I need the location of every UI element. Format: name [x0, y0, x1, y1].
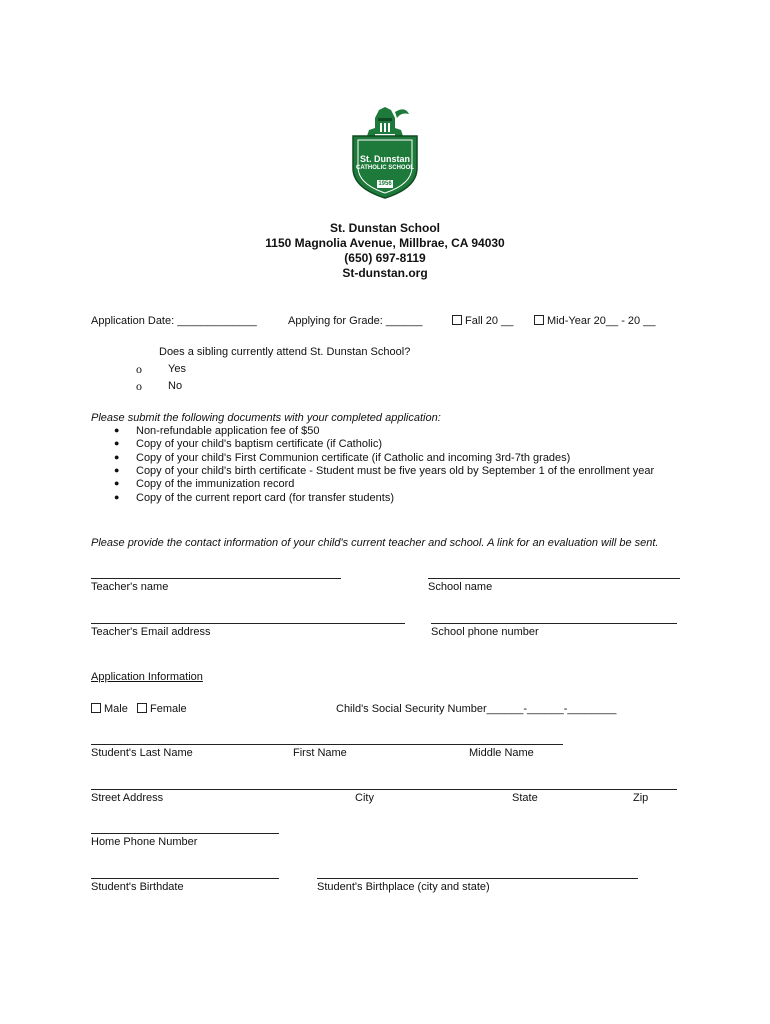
- midyear-checkbox[interactable]: [534, 315, 544, 325]
- document-item: Copy of your child's baptism certificate (if Catholic): [136, 438, 383, 450]
- document-item: Copy of your child's birth certificate - Student must be five years old by September 1 of the enrollment year: [136, 465, 655, 477]
- home-phone-line[interactable]: [91, 833, 279, 834]
- school-phone-label: School phone number: [431, 626, 539, 638]
- bullet-icon: ●: [114, 478, 120, 488]
- school-phone: (650) 697-8119: [344, 251, 426, 265]
- document-item: Copy of the immunization record: [136, 478, 295, 490]
- bullet-icon: ●: [114, 465, 120, 475]
- street-label: Street Address: [91, 792, 164, 804]
- school-logo: [349, 104, 421, 200]
- birthdate-label: Student's Birthdate: [91, 881, 184, 893]
- birthdate-line[interactable]: [91, 878, 279, 879]
- bullet-icon: ●: [114, 492, 120, 502]
- address-line[interactable]: [91, 789, 677, 790]
- female-label: Female: [150, 703, 187, 715]
- document-item: Copy of your child's First Communion certificate (if Catholic and incoming 3rd-7th grades): [136, 452, 571, 464]
- school-name-label: School name: [428, 581, 493, 593]
- teacher-email-label: Teacher's Email address: [91, 626, 211, 638]
- contact-note: Please provide the contact information of your child's current teacher and school. A link for an evaluation will be sent.: [91, 537, 659, 549]
- logo-year: 1956: [378, 181, 392, 187]
- bullet-icon: ●: [114, 425, 120, 435]
- school-phone-line[interactable]: [431, 623, 677, 624]
- female-option[interactable]: [137, 703, 187, 715]
- birthplace-label: Student's Birthplace (city and state): [317, 881, 490, 893]
- application-info-heading: Application Information: [91, 671, 203, 683]
- document-item: Non-refundable application fee of $50: [136, 425, 320, 437]
- female-checkbox[interactable]: [137, 703, 147, 713]
- school-address: 1150 Magnolia Avenue, Millbrae, CA 94030: [265, 236, 505, 250]
- male-checkbox[interactable]: [91, 703, 101, 713]
- last-name-label: Student's Last Name: [91, 747, 193, 759]
- midyear-label: Mid-Year 20__ - 20 __: [547, 315, 656, 327]
- home-phone-label: Home Phone Number: [91, 836, 198, 848]
- sibling-yes-marker[interactable]: o: [136, 362, 142, 376]
- school-name: St. Dunstan School: [329, 221, 440, 235]
- teacher-name-label: Teacher's name: [91, 581, 169, 593]
- document-item: Copy of the current report card (for transfer students): [136, 492, 395, 504]
- fall-label: Fall 20 __: [465, 315, 514, 327]
- fall-checkbox[interactable]: [452, 315, 462, 325]
- school-name-line[interactable]: [428, 578, 680, 579]
- logo-line2: CATHOLIC SCHOOL: [356, 165, 414, 171]
- state-label: State: [512, 792, 538, 804]
- application-date-field[interactable]: Application Date: _____________: [91, 315, 257, 327]
- zip-label: Zip: [633, 792, 649, 804]
- fall-option[interactable]: [452, 315, 513, 327]
- male-label: Male: [104, 703, 128, 715]
- sibling-no-label: No: [168, 380, 183, 392]
- midyear-option[interactable]: [534, 315, 655, 327]
- middle-name-label: Middle Name: [469, 747, 534, 759]
- sibling-yes-label: Yes: [168, 363, 186, 375]
- logo-line1: St. Dunstan: [359, 154, 410, 164]
- school-website: St-dunstan.org: [342, 266, 428, 280]
- applying-grade-field[interactable]: Applying for Grade: ______: [288, 315, 423, 327]
- ssn-field[interactable]: Child's Social Security Number______-______-________: [336, 703, 617, 715]
- male-option[interactable]: [91, 703, 128, 715]
- sibling-no-marker[interactable]: o: [136, 379, 142, 393]
- teacher-name-line[interactable]: [91, 578, 341, 579]
- bullet-icon: ●: [114, 438, 120, 448]
- bullet-icon: ●: [114, 452, 120, 462]
- documents-intro: Please submit the following documents with your completed application:: [91, 412, 441, 424]
- teacher-email-line[interactable]: [91, 623, 405, 624]
- student-name-line[interactable]: [91, 744, 563, 745]
- city-label: City: [355, 792, 374, 804]
- birthplace-line[interactable]: [317, 878, 638, 879]
- sibling-question: Does a sibling currently attend St. Dunstan School?: [159, 346, 411, 358]
- first-name-label: First Name: [293, 747, 347, 759]
